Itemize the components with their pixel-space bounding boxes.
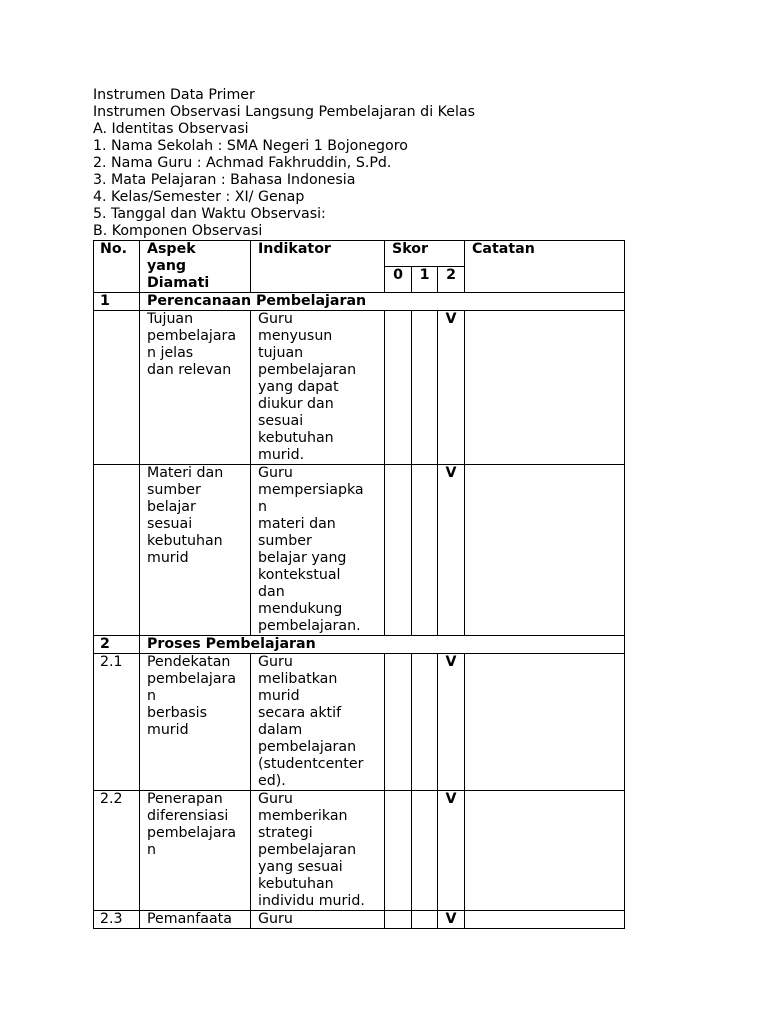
score-0-cell xyxy=(385,791,412,911)
row-indikator: Guru menyusun tujuan pembelajaran yang dapat diukur dan sesuai kebutuhan murid. xyxy=(251,311,385,465)
table-row xyxy=(94,791,625,911)
section-b-heading: B. Komponen Observasi xyxy=(93,223,263,239)
table-row xyxy=(94,311,625,465)
date-time-line: 5. Tanggal dan Waktu Observasi: xyxy=(93,206,326,222)
score-2-check: V xyxy=(438,311,465,465)
section-number: 2 xyxy=(94,636,140,654)
subject-line: 3. Mata Pelajaran : Bahasa Indonesia xyxy=(93,172,356,188)
score-0-cell xyxy=(385,654,412,791)
doc-subtitle: Instrumen Observasi Langsung Pembelajaran di Kelas xyxy=(93,104,475,120)
row-aspek: Materi dan sumber belajar sesuai kebutuhan murid xyxy=(140,465,251,636)
row-number: 2.3 xyxy=(94,911,140,929)
class-semester-line: 4. Kelas/Semester : XI/ Genap xyxy=(93,189,305,205)
observation-table xyxy=(93,240,625,929)
table-header-row xyxy=(94,241,625,267)
row-aspek: Tujuan pembelajara n jelas dan relevan xyxy=(140,311,251,465)
row-catatan xyxy=(465,791,625,911)
score-header-2: 2 xyxy=(438,267,465,293)
row-indikator: Guru xyxy=(251,911,385,929)
row-aspek: Pendekatan pembelajara n berbasis murid xyxy=(140,654,251,791)
row-number: 2.2 xyxy=(94,791,140,911)
score-1-cell xyxy=(412,311,438,465)
teacher-name-line: 2. Nama Guru : Achmad Fakhruddin, S.Pd. xyxy=(93,155,392,171)
school-name-line: 1. Nama Sekolah : SMA Negeri 1 Bojonegoro xyxy=(93,138,408,154)
section-title: Proses Pembelajaran xyxy=(140,636,625,654)
col-header-no: No. xyxy=(94,241,140,293)
row-indikator: Guru melibatkan murid secara aktif dalam pembelajaran (studentcenter ed). xyxy=(251,654,385,791)
section-number: 1 xyxy=(94,293,140,311)
row-aspek: Penerapan diferensiasi pembelajara n xyxy=(140,791,251,911)
section-title: Perencanaan Pembelajaran xyxy=(140,293,625,311)
score-1-cell xyxy=(412,791,438,911)
score-0-cell xyxy=(385,311,412,465)
score-0-cell xyxy=(385,911,412,929)
document-page xyxy=(93,87,633,929)
section-a-heading: A. Identitas Observasi xyxy=(93,121,249,137)
score-2-check: V xyxy=(438,654,465,791)
score-1-cell xyxy=(412,465,438,636)
score-2-check: V xyxy=(438,911,465,929)
col-header-catatan: Catatan xyxy=(465,241,625,293)
score-1-cell xyxy=(412,911,438,929)
col-header-skor: Skor xyxy=(385,241,465,267)
score-2-check: V xyxy=(438,465,465,636)
table-row xyxy=(94,654,625,791)
row-number xyxy=(94,465,140,636)
score-2-check: V xyxy=(438,791,465,911)
table-row xyxy=(94,911,625,929)
score-header-1: 1 xyxy=(412,267,438,293)
score-header-0: 0 xyxy=(385,267,412,293)
score-0-cell xyxy=(385,465,412,636)
row-catatan xyxy=(465,911,625,929)
row-indikator: Guru mempersiapka n materi dan sumber belajar yang kontekstual dan mendukung pembelajaran. xyxy=(251,465,385,636)
table-row xyxy=(94,465,625,636)
row-number xyxy=(94,311,140,465)
row-catatan xyxy=(465,654,625,791)
row-indikator: Guru memberikan strategi pembelajaran yang sesuai kebutuhan individu murid. xyxy=(251,791,385,911)
row-catatan xyxy=(465,465,625,636)
row-aspek: Pemanfaata xyxy=(140,911,251,929)
section-row xyxy=(94,636,625,654)
row-number: 2.1 xyxy=(94,654,140,791)
col-header-indikator: Indikator xyxy=(251,241,385,293)
score-1-cell xyxy=(412,654,438,791)
section-row xyxy=(94,293,625,311)
col-header-aspek: Aspek yang Diamati xyxy=(140,241,251,293)
row-catatan xyxy=(465,311,625,465)
doc-title: Instrumen Data Primer xyxy=(93,87,255,103)
